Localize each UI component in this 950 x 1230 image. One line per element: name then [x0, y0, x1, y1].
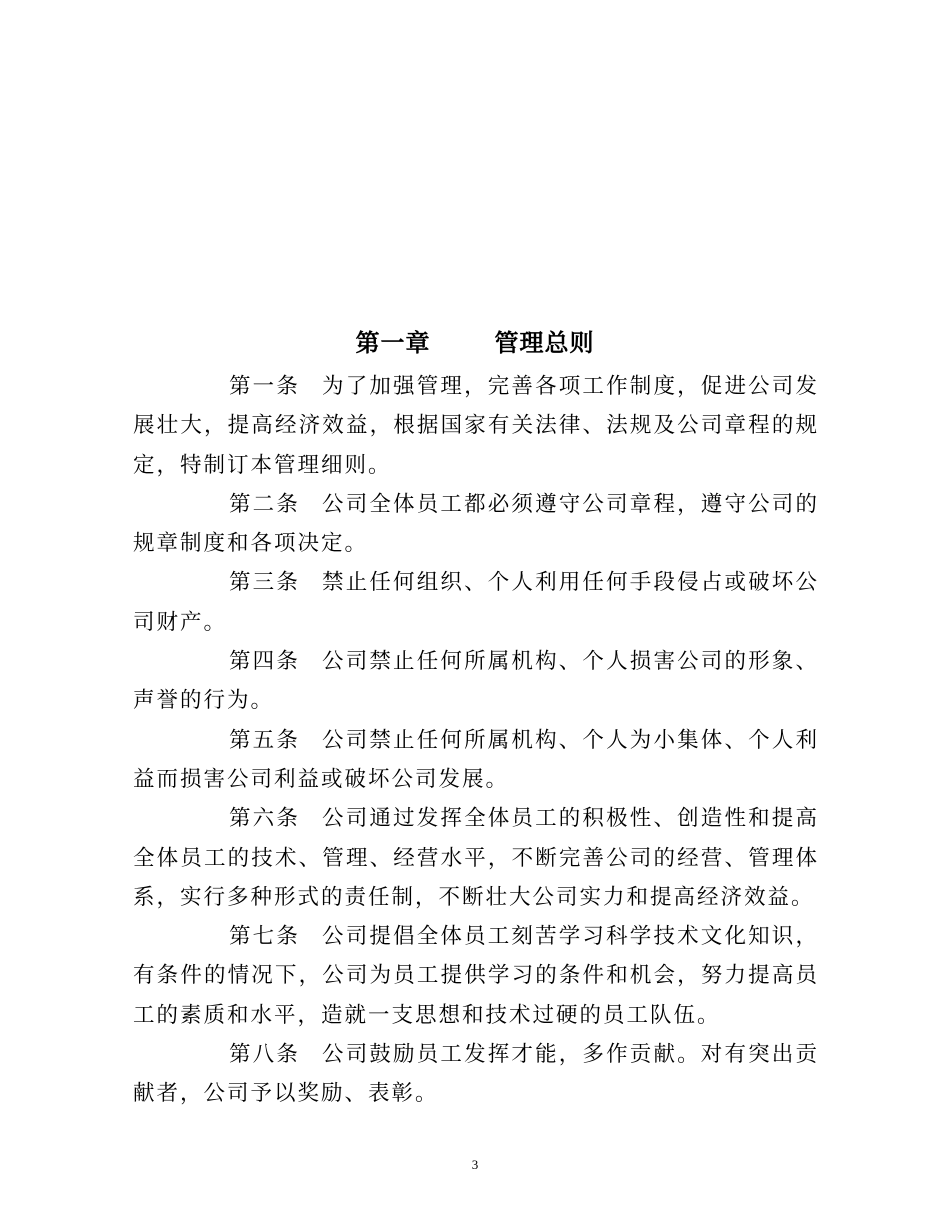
article-number: 第八条	[229, 1042, 301, 1068]
article-number: 第六条	[229, 806, 301, 832]
article-6	[133, 799, 819, 917]
article-text: 公司提倡全体员工刻苦学习科学技术文化知识，有条件的情况下，公司为员工提供学习的条件和机会，努力提高员工的素质和水平，造就一支思想和技术过硬的员工队伍。	[133, 924, 819, 1028]
article-number: 第七条	[229, 924, 301, 950]
article-text: 公司禁止任何所属机构、个人为小集体、个人利益而损害公司利益或破坏公司发展。	[133, 727, 819, 792]
article-number: 第一条	[229, 374, 301, 399]
article-1	[133, 367, 819, 485]
article-text: 为了加强管理，完善各项工作制度，促进公司发展壮大，提高经济效益，根据国家有关法律、法规及公司章程的规定，特制订本管理细则。	[133, 374, 819, 478]
article-text: 禁止任何组织、个人利用任何手段侵占或破坏公司财产。	[133, 570, 819, 635]
article-list	[133, 367, 819, 1114]
chapter-title	[0, 326, 950, 360]
article-text: 公司鼓励员工发挥才能，多作贡献。对有突出贡献者，公司予以奖励、表彰。	[133, 1042, 819, 1107]
article-3	[133, 563, 819, 642]
article-2	[133, 485, 819, 564]
article-number: 第二条	[229, 491, 301, 517]
article-text: 公司全体员工都必须遵守公司章程，遵守公司的规章制度和各项决定。	[133, 491, 819, 557]
article-number: 第三条	[229, 570, 301, 596]
article-text: 公司禁止任何所属机构、个人损害公司的形象、声誉的行为。	[133, 649, 819, 714]
page-number: 3	[471, 1157, 479, 1172]
article-5	[133, 721, 819, 800]
chapter-name: 管理总则	[494, 329, 595, 357]
article-number: 第五条	[229, 727, 301, 753]
chapter-number: 第一章	[355, 329, 431, 357]
article-text: 公司通过发挥全体员工的积极性、创造性和提高全体员工的技术、管理、经营水平，不断完善公司的经营、管理体系，实行多种形式的责任制，不断壮大公司实力和提高经济效益。	[133, 806, 819, 910]
article-number: 第四条	[229, 649, 301, 675]
article-7	[133, 917, 819, 1035]
article-4	[133, 642, 819, 721]
article-8	[133, 1035, 819, 1114]
